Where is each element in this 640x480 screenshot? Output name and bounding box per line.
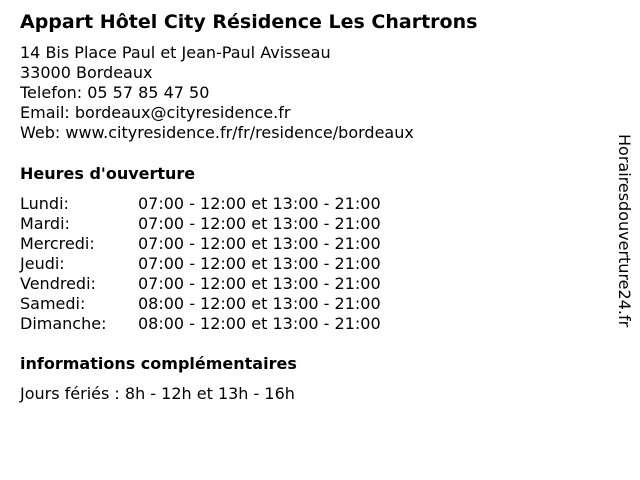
email-address: Email: bordeaux@cityresidence.fr (20, 103, 291, 122)
business-info-card (20, 0, 600, 480)
day-label: Mercredi: (20, 234, 95, 253)
time-range: 07:00 - 12:00 et 13:00 - 21:00 (138, 254, 381, 273)
day-label: Samedi: (20, 294, 86, 313)
opening-hours-heading: Heures d'ouverture (20, 164, 196, 183)
holiday-hours-text: Jours fériés : 8h - 12h et 13h - 16h (20, 384, 295, 403)
city-address: 33000 Bordeaux (20, 63, 153, 82)
day-label: Lundi: (20, 194, 69, 213)
day-label: Dimanche: (20, 314, 107, 333)
phone-number: Telefon: 05 57 85 47 50 (20, 83, 210, 102)
site-watermark (614, 134, 634, 374)
time-range: 08:00 - 12:00 et 13:00 - 21:00 (138, 294, 381, 313)
additional-info-heading: informations complémentaires (20, 354, 297, 373)
time-range: 07:00 - 12:00 et 13:00 - 21:00 (138, 274, 381, 293)
address-block (20, 43, 414, 143)
day-label: Mardi: (20, 214, 70, 233)
time-range: 08:00 - 12:00 et 13:00 - 21:00 (138, 314, 381, 333)
website-address: Web: www.cityresidence.fr/fr/residence/bordeaux (20, 123, 414, 142)
time-range: 07:00 - 12:00 et 13:00 - 21:00 (138, 234, 381, 253)
day-label: Jeudi: (20, 254, 65, 273)
watermark-text: Horairesdouverture24.fr (615, 134, 634, 328)
street-address: 14 Bis Place Paul et Jean-Paul Avisseau (20, 43, 331, 62)
time-range: 07:00 - 12:00 et 13:00 - 21:00 (138, 214, 381, 233)
time-range: 07:00 - 12:00 et 13:00 - 21:00 (138, 194, 381, 213)
day-label: Vendredi: (20, 274, 96, 293)
business-title: Appart Hôtel City Résidence Les Chartrons (20, 11, 478, 33)
